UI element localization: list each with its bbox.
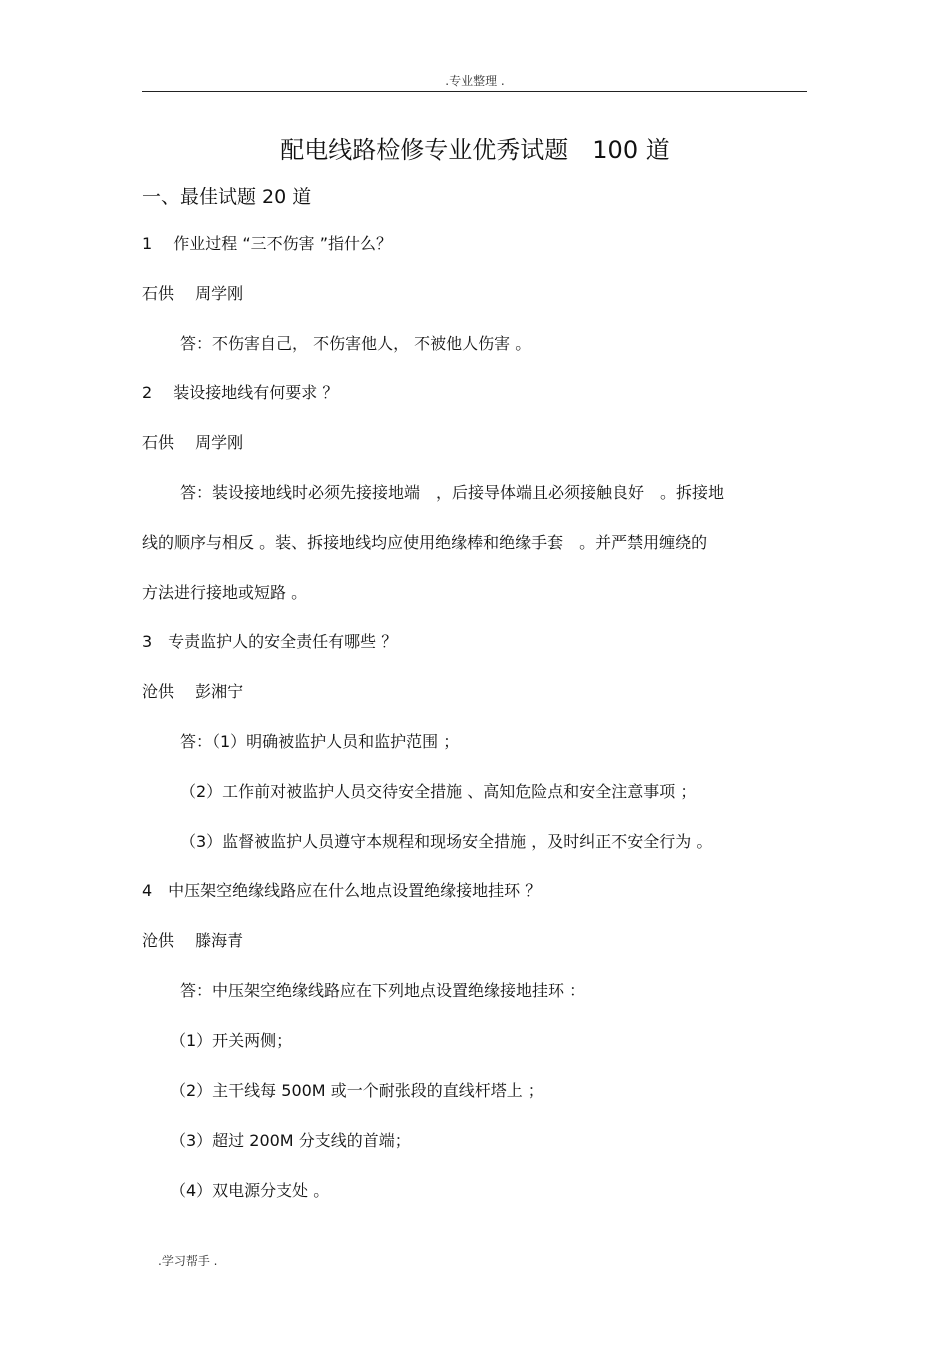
question-4: 4 中压架空绝缘线路应在什么地点设置绝缘接地挂环 ？ xyxy=(142,881,542,900)
answer-2-line-1: 答：装设接地线时必须先接接地端 ，后接导体端且必须接触良好 。拆接地 xyxy=(180,483,725,502)
header-divider xyxy=(142,91,807,92)
section-heading: 一、最佳试题 20 道 xyxy=(142,186,312,208)
author-4: 沧供 滕海青 xyxy=(142,931,244,950)
question-2: 2 装设接地线有何要求 ？ xyxy=(142,383,339,402)
answer-2-line-2: 线的顺序与相反 。装、拆接地线均应使用绝缘棒和绝缘手套 。并严禁用缠绕的 xyxy=(142,533,708,552)
answer-4-item-4: （4）双电源分支处 。 xyxy=(170,1181,330,1200)
answer-3-item-2: （2）工作前对被监护人员交待安全措施 、高知危险点和安全注意事项 ； xyxy=(180,782,697,801)
answer-4-intro: 答：中压架空绝缘线路应在下列地点设置绝缘接地挂环 ： xyxy=(180,981,586,1000)
answer-3-item-3: （3）监督被监护人员遵守本规程和现场安全措施 ，及时纠正不安全行为 。 xyxy=(180,832,713,851)
document-title: 配电线路检修专业优秀试题 100 道 xyxy=(280,136,670,164)
page-footer-text: .学习帮手 . xyxy=(158,1254,218,1268)
answer-1: 答：不伤害自己， 不伤害他人， 不被他人伤害 。 xyxy=(180,334,532,353)
answer-4-item-3: （3）超过 200M 分支线的首端； xyxy=(170,1131,411,1150)
question-1: 1 作业过程 “三不伤害 ”指什么？ xyxy=(142,234,393,253)
author-2: 石供 周学刚 xyxy=(142,433,244,452)
author-3: 沧供 彭湘宁 xyxy=(142,682,244,701)
answer-2-line-3: 方法进行接地或短路 。 xyxy=(142,583,308,602)
page-header-text: .专业整理 . xyxy=(445,74,505,88)
author-1: 石供 周学刚 xyxy=(142,284,244,303)
answer-4-item-2: （2）主干线每 500M 或一个耐张段的直线杆塔上 ； xyxy=(170,1081,544,1100)
question-3: 3 专责监护人的安全责任有哪些 ？ xyxy=(142,632,398,651)
answer-3-item-1: 答：（1）明确被监护人员和监护范围 ； xyxy=(180,732,460,751)
answer-4-item-1: （1）开关两侧； xyxy=(170,1031,293,1050)
